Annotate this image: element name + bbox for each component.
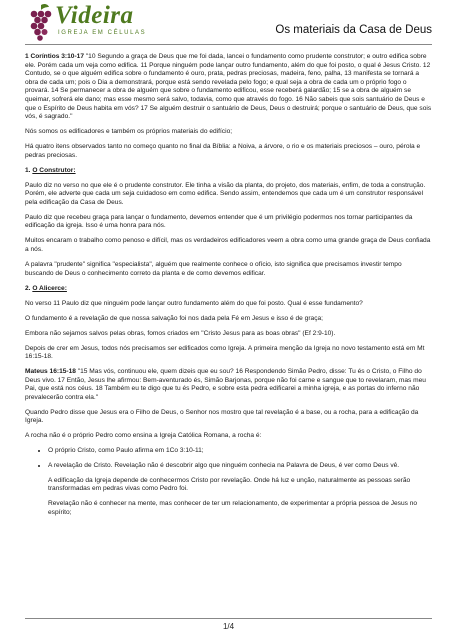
scripture-paragraph: [25, 53, 432, 122]
body-paragraph: Paulo diz que recebeu graça para lançar o fundamento, devemos entender que é um privilégio podermos nos tornar participantes da edificação da igreja. Isso é uma honra para nós.: [25, 213, 413, 230]
body-paragraph: A palavra "prudente" significa "especialista", alguém que realmente conhece o ofício, isto significa que precisamos investir tempo buscando de Deus o conhecimento correto da planta e de como devemos edificar.: [25, 261, 402, 277]
scripture-text: "15 Mas vós, continuou ele, quem dizeis que eu sou? 16 Respondendo Simão Pedro, disse: Tu és o Cristo, o Filho do Deus vivo. 17 Então, Jesus lhe afirmou: Bem-aventurado és, Simão Barjonas, porque não foi carne e sangue que to revelaram, mas meu Pai, que está nos céus. 18 Também eu te digo que tu és Pedro, e sobre esta pedra edificarei a minha igreja, e as portas do inferno não prevalecerão contra ela.": [25, 368, 426, 401]
body-paragraph: Embora não sejamos salvos pelas obras, fomos criados em "Cristo Jesus para as boas obras" (Ef 2:9-10).: [25, 329, 336, 337]
body-paragraph: A edificação da Igreja depende de conhecermos Cristo por revelação. Onde há luz e unção, naturalmente as pessoas serão transformadas em pedras vivas como Pedro foi.: [48, 476, 411, 493]
body-paragraph: Nós somos os edificadores e também os próprios materiais do edifício;: [25, 128, 233, 136]
body-paragraph: A rocha não é o próprio Pedro como ensina a Igreja Católica Romana, a rocha é:: [25, 432, 262, 440]
list-item: • O próprio Cristo, como Paulo afirma em 1Co 3:10-11;: [48, 447, 432, 456]
section-title: O Alicerce:: [32, 284, 67, 292]
bullet-list: [25, 447, 432, 470]
document-title: Os materiais da Casa de Deus: [275, 24, 432, 36]
header-divider: [25, 44, 432, 45]
section-heading: [25, 285, 432, 294]
grape-icon: [25, 2, 55, 42]
section-number: 1.: [25, 166, 33, 174]
logo-tagline: IGREJA EM CÉLULAS: [58, 30, 147, 36]
section-number: 2.: [25, 284, 33, 292]
scripture-text: "10 Segundo a graça de Deus que me foi dada, lancei o fundamento como prudente construtor; e outro edifica sobre ele. Porém cada um veja como edifica. 11 Porque ninguém pode lançar outro fundamento, além do que foi posto, o qual é Jesus Cristo. 12 Contudo, se o que alguém edifica sobre o fundamento é ouro, prata, pedras preciosas, madeira, feno, palha, 13 manifesta se tornará a obra de cada um; pois o Dia a demonstrará, porque está sendo revelada pelo fogo; e qual seja a obra de cada um o próprio fogo o provará. 14 Se permanecer a obra de alguém que sobre o fundamento edificou, esse receberá galardão; 15 se a obra de alguém se queimar, sofrerá ele dano; mas esse mesmo será salvo, todavia, como que através do fogo. 16 Não sabeis que sois santuário de Deus e que o Espírito de Deus habita em vós? 17 Se alguém destruir o santuário de Deus, Deus o destruirá; porque o santuário de Deus, que sois vós, é sagrado.": [25, 53, 432, 121]
body-paragraph: Paulo diz no verso no que ele é o prudente construtor. Ele tinha a visão da planta, do projeto, dos materiais, enfim, de toda a construção. Porém, ele adverte que cada um seja cuidadoso em como edifica. Sendo assim, entendemos que cada um é um construtor responsável pela edificação da Casa de Deus.: [25, 181, 426, 206]
footer-divider: [25, 618, 432, 619]
body-paragraph: Revelação não é conhecer na mente, mas conhecer de ter um relacionamento, de experimentar a própria pessoa de Jesus no espírito;: [48, 500, 418, 516]
page-number: 1/4: [222, 622, 235, 631]
section-heading: [25, 167, 432, 176]
list-item: • A revelação de Cristo. Revelação não é descobrir algo que ninguém conhecia na Palavra de Deus, é ver como Deus vê.: [48, 462, 432, 471]
logo-name: Videira: [55, 2, 134, 29]
body-paragraph: Quando Pedro disse que Jesus era o Filho de Deus, o Senhor nos mostro que tal revelação é a base, ou a rocha, para a edificação da Igreja.: [25, 408, 419, 425]
scripture-reference: Mateus 16:15-18: [25, 368, 76, 376]
page-header: [25, 0, 432, 44]
page-footer: [25, 618, 432, 631]
body-paragraph: No verso 11 Paulo diz que ninguém pode lançar outro fundamento além do que foi posto. Qual é esse fundamento?: [25, 299, 363, 307]
body-paragraph: Muitos encaram o trabalho como penoso e difícil, mas os verdadeiros edificadores veem a obra como uma grande graça de Deus confiada a nós.: [25, 237, 431, 254]
scripture-paragraph: [25, 368, 432, 402]
document-body: [25, 53, 432, 517]
scripture-reference: 1 Coríntios 3:10-17: [25, 53, 84, 60]
videira-logo: [25, 2, 175, 42]
section-title: O Construtor:: [32, 166, 76, 174]
body-paragraph: Depois de crer em Jesus, todos nós precisamos ser edificados como Igreja. A primeira menção da Igreja no novo testamento está em Mt 16:15-18.: [25, 344, 425, 361]
body-paragraph: O fundamento é a revelação de que nossa salvação foi nos dada pela Fé em Jesus e isso é de graça;: [25, 314, 324, 322]
body-paragraph: Há quatro itens observados tanto no começo quanto no final da Bíblia: a Noiva, a árvore, o rio e os materiais preciosos – ouro, pérola e pedras preciosas.: [25, 143, 421, 159]
